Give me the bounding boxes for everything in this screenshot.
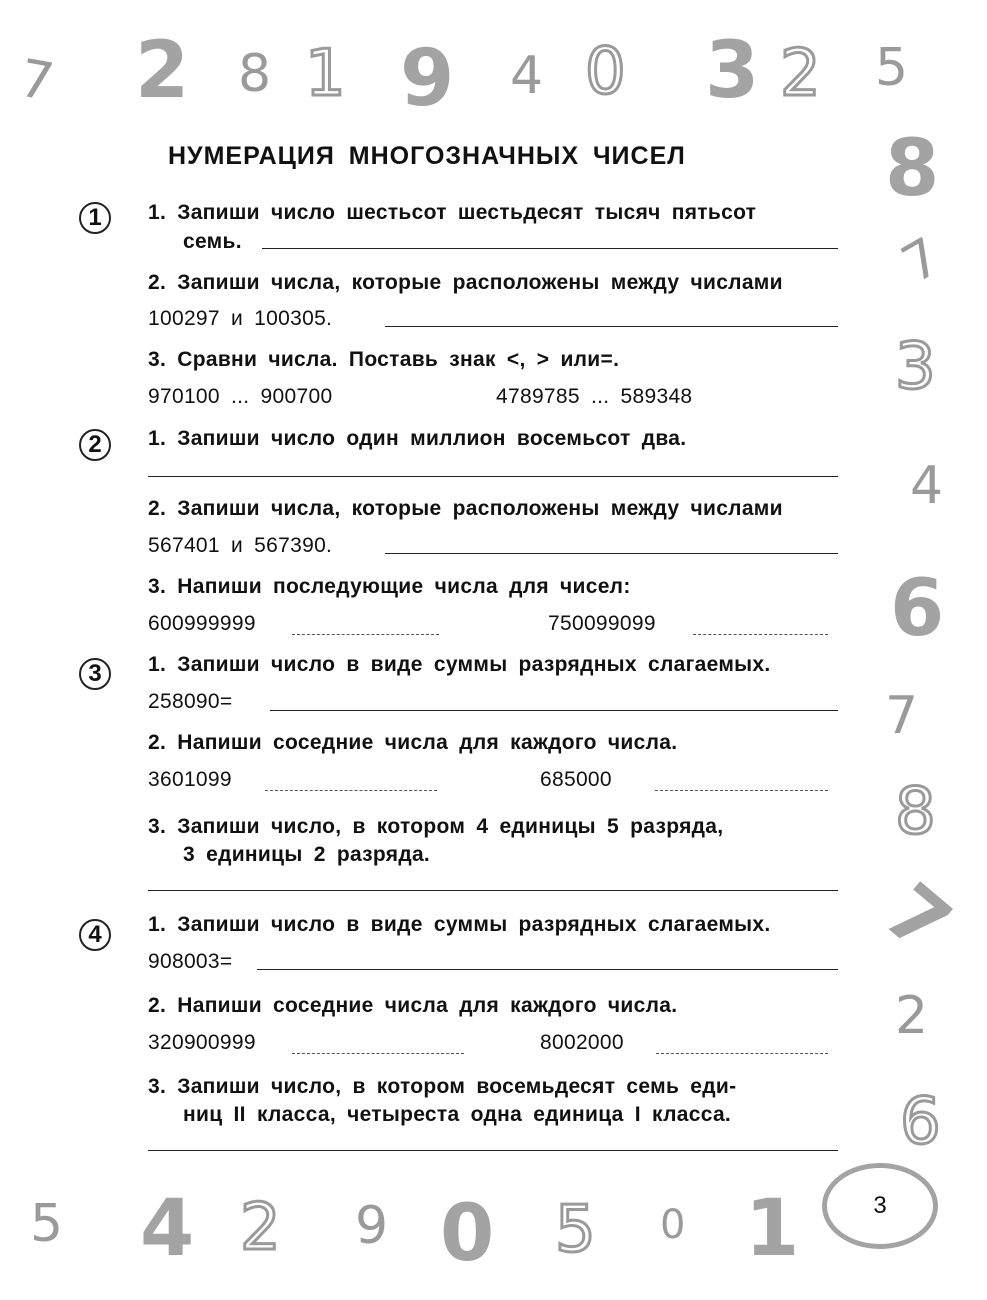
section-number: 1 [79,202,111,234]
section-number: 4 [79,919,111,951]
decor-digit: 4 [510,46,544,106]
task-text: 3. Запиши число, в котором 4 единицы 5 разряда, [148,815,724,838]
decor-digit: 2 [780,37,821,111]
task-text: ниц II класса, четыреста одна единица I класса. [183,1103,732,1126]
decor-digit: 9 [355,1196,389,1256]
decor-digit: 7 [867,867,967,971]
task-text: 3. Сравни числа. Поставь знак <, > или=. [148,348,620,371]
decor-digit: 4 [140,1184,195,1274]
decor-digit: 2 [895,986,929,1046]
decor-digit: 7 [892,226,951,296]
task-text: семь. [183,230,242,253]
answer-blank[interactable] [148,1150,838,1151]
decor-digit: 8 [238,44,272,104]
decor-digit: 8 [885,124,940,214]
answer-blank[interactable] [292,634,439,635]
task-text: 2. Напиши соседние числа для каждого числа. [148,994,678,1017]
answer-blank[interactable] [270,710,838,711]
decor-digit: 0 [660,1202,686,1248]
task-text: 2. Запиши числа, которые расположены между числами [148,497,783,520]
compare-right: 4789785 ... 589348 [496,385,693,408]
section-number: 3 [79,658,111,690]
decor-digit: 0 [585,35,626,109]
decor-digit: 1 [745,1184,800,1274]
task-text: 1. Запиши число в виде суммы разрядных слагаемых. [148,653,771,676]
decor-digit: 5 [30,1194,64,1254]
decor-digit: 3 [705,26,760,116]
task-text: 1. Запиши число шестьсот шестьдесят тысяч пятьсот [148,201,757,224]
decor-digit: 7 [15,48,59,114]
decor-digit: 6 [890,564,945,654]
task-numbers: 258090= [148,690,233,713]
task-text: 2. Запиши числа, которые расположены между числами [148,271,783,294]
answer-blank[interactable] [257,969,838,970]
decor-digit: 6 [900,1085,941,1159]
number-left: 600999999 [148,612,256,635]
answer-blank[interactable] [655,790,828,791]
task-numbers: 908003= [148,950,233,973]
number-left: 3601099 [148,768,232,791]
decor-digit: 2 [240,1191,281,1265]
task-text: 2. Напиши соседние числа для каждого числа. [148,731,678,754]
answer-blank[interactable] [385,326,838,327]
decor-digit: 3 [895,330,936,404]
decor-digit: 4 [910,456,944,516]
answer-blank[interactable] [148,476,838,477]
section-number: 2 [79,429,111,461]
number-right: 8002000 [540,1031,624,1054]
decor-digit: 7 [885,686,919,746]
decor-digit: 0 [440,1189,495,1279]
page-title: НУМЕРАЦИЯ МНОГОЗНАЧНЫХ ЧИСЕЛ [168,142,686,170]
task-numbers: 100297 и 100305. [148,307,333,330]
answer-blank[interactable] [265,790,437,791]
decor-digit: 5 [875,38,909,98]
number-right: 685000 [540,768,612,791]
decor-digit: 9 [400,34,455,124]
number-left: 320900999 [148,1031,256,1054]
compare-left: 970100 ... 900700 [148,385,333,408]
task-text: 1. Запиши число один миллион восемьсот два. [148,427,687,450]
task-text: 3. Напиши последующие числа для чисел: [148,575,631,598]
answer-blank[interactable] [656,1053,828,1054]
decor-digit: 1 [305,37,346,111]
number-right: 750099099 [548,612,656,635]
decor-digit: 5 [555,1193,596,1267]
answer-blank[interactable] [262,248,838,249]
task-numbers: 567401 и 567390. [148,534,333,557]
task-text: 1. Запиши число в виде суммы разрядных слагаемых. [148,913,771,936]
page-number: 3 [873,1192,887,1219]
task-text: 3. Запиши число, в котором восемьдесят семь еди- [148,1075,737,1098]
answer-blank[interactable] [292,1053,464,1054]
decor-digit: 2 [135,26,190,116]
page-number-oval [822,1163,938,1249]
task-text: 3 единицы 2 разряда. [183,843,431,866]
answer-blank[interactable] [148,890,838,891]
answer-blank[interactable] [385,553,838,554]
answer-blank[interactable] [693,634,828,635]
decor-digit: 8 [895,775,936,849]
